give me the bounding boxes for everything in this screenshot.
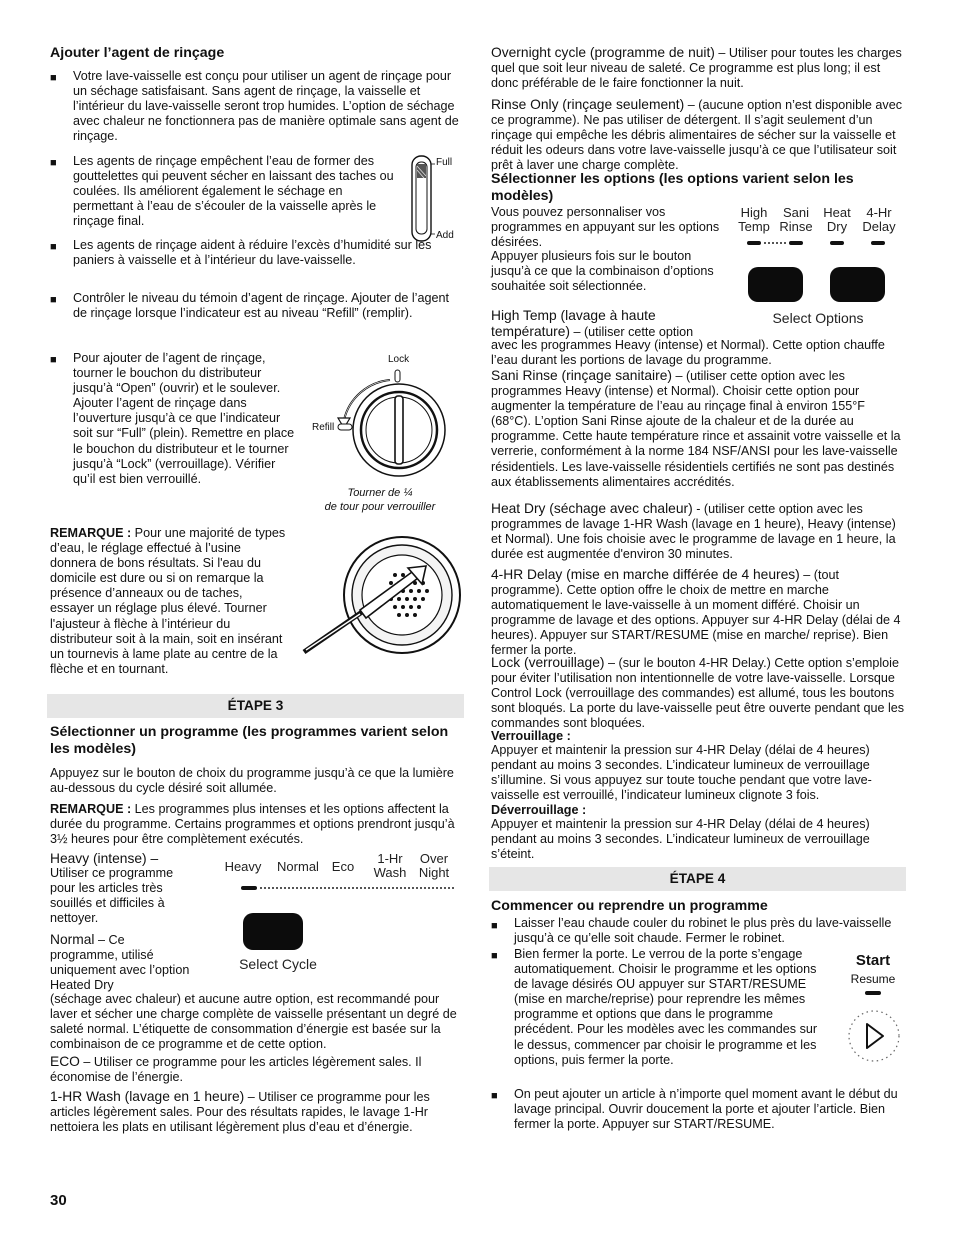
cycle-1hr-label: 1-Hr Wash <box>373 851 407 880</box>
lock-sub-heading: Verrouillage : <box>491 729 571 743</box>
rinse-bullet-5: Pour ajouter de l’agent de rinçage, tourner le bouchon du distributeur jusqu’à “Open” (ouvrir) et le soulever. Ajouter l’agent de rinçage dans l’ouverture jusqu’à ce que l’indicateur soit sur “Full” (plein). Remettre en place le bouchon du distributeur et le tourner jusqu’à “Lock” (verrouillage). Vérifier qu’il est bien verrouillé. <box>73 351 295 486</box>
bullet-marker: ■ <box>50 241 57 253</box>
rinse-bullet-4: Contrôler le niveau du témoin d’agent de rinçage. Ajouter de l’agent de rinçage lorsque l’indicateur est au niveau “Refill” (remplir). <box>73 291 449 321</box>
start-indicator-light <box>865 991 881 995</box>
high-temp-text-a: – (utiliser cette option <box>573 325 694 340</box>
unlock-sub-heading: Déverrouillage : <box>491 803 587 817</box>
bullet-marker: ■ <box>491 1090 498 1102</box>
select-cycle-button[interactable] <box>243 913 303 950</box>
bullet-marker: ■ <box>491 920 498 932</box>
lock-label: Lock (verrouillage) <box>491 655 605 670</box>
remark-text: Pour une majorité de types d’eau, le réglage effectué à l’usine donnera de bons résultats. Si l'eau du domicile est dure ou si on remarque la présence d’anneaux ou de taches, essayer un réglage plus élevé. Tourner l'ajusteur à flèche à l’intérieur du distributeur soit à la main, soit en insérant un tournevis à lame plate au centre de la flèche et en tournant. <box>50 526 286 676</box>
cycle-eco-label: Eco <box>331 859 355 874</box>
normal-text-short: – Ce programme, utilisé uniquement avec l’option Heated Dry <box>50 933 190 993</box>
delay-text: – (tout programme). Cette option offre le choix de mettre en marche automatiquement le lave-vaisselle à un moment différé. Choisir un programme de lavage et des options. Appuyer sur 4-HR Delay (délai de 4 heures). Appuyer sur START/RESUME (mise en marche/ reprise). Bien fermer la porte. <box>491 568 901 658</box>
unlock-sub-text: Appuyer et maintenir la pression sur 4-HR Delay (délai de 4 heures) pendant au moins 3 secondes. L’indicateur lumineux de verrouillage s’éteint. <box>491 817 870 862</box>
eco-text: – Utiliser ce programme pour les articles légèrement sales. Il économise de l’énergie. <box>50 1055 422 1085</box>
options-intro: Vous pouvez personnaliser vos programmes en appuyant sur les options désirées. <box>491 205 720 250</box>
start-label: Start <box>855 952 891 969</box>
step4-bar: ÉTAPE 4 <box>489 867 906 891</box>
overnight-text: – Utiliser pour toutes les charges quel que soit leur niveau de saleté. Ce programme est plus long; il est donc préférable de le faire fonctionner la nuit. <box>491 46 902 91</box>
resume-label: Resume <box>850 972 896 986</box>
cycle-indicator-dots <box>260 887 454 889</box>
option-indicator-dots <box>764 242 786 244</box>
sani-rinse-text: – (utiliser cette option avec les programmes Heavy (intense) et Normal). Choisir cette option pour augmenter la température de l’eau au rinçage final à environ 155°F (68°C). L’option Sani Rinse ajoute de la chaleur et de la durée au programme. Cette haute température rince et assainit votre vaisselle et la verrerie, conformément à la norme 184 NSF/ANSI pour les lave-vaisselle résidentiels. Les lave-vaisselle résidentiels certifiés ne sont pas destinés aux établissements alimentaires accrédités. <box>491 369 901 489</box>
heavy-text: Utiliser ce programme pour les articles très souillés et difficiles à nettoyer. <box>50 866 174 926</box>
start-bullet-1: Laisser l’eau chaude couler du robinet le plus près du lave-vaisselle jusqu’à ce qu’elle soit chaude. Fermer le robinet. <box>514 916 892 946</box>
remark2-text: Les programmes plus intenses et les options affectent la durée du programme. Certains programmes et options prendront jusqu’à 3½ heures pour être complètement exécutés. <box>50 802 455 847</box>
select-options-caption: Select Options <box>772 310 864 326</box>
bullet-marker: ■ <box>50 354 57 366</box>
cap-lock-label: Lock <box>388 354 410 365</box>
select-cycle-heading: Sélectionner un programme (les programmes varient selon les modèles) <box>50 724 449 757</box>
normal-text-rest: (séchage avec chaleur) et aucune autre option, est recommandé pour laver et sécher une charge complète de vaisselle présentant un degré de saleté normal. L’étiquette de consommation d’énergie est basée sur la combinaison de ce programme et de cette option. <box>50 992 457 1052</box>
step3-bar: ÉTAPE 3 <box>47 694 464 718</box>
high-temp-label: High Temp (lavage à haute température) <box>491 308 656 340</box>
overnight-label: Overnight cycle (programme de nuit) <box>491 45 715 60</box>
cycle-heavy-label: Heavy <box>224 859 262 874</box>
wash1-text: – Utiliser ce programme pour les articles légèrement sales. Pour des résultats rapides, le lavage 1-Hr nettoiera les plats en utilisant légèrement plus d’eau et d’énergie. <box>50 1090 430 1135</box>
gauge-add-label: Add <box>436 230 454 241</box>
select-options-heading: Sélectionner les options (les options varient selon les modèles) <box>491 171 854 204</box>
remark-label: REMARQUE : <box>50 526 132 540</box>
high-temp-text-b: avec les programmes Heavy (intense) et Normal). Cette option chauffe l’eau durant les portions de lavage du programme. <box>491 338 885 368</box>
cycle-overnight-label: Over Night <box>418 851 450 880</box>
normal-label: Normal <box>50 932 95 947</box>
eco-label: ECO <box>50 1054 80 1069</box>
heat-dry-label: Heat Dry (séchage avec chaleur) <box>491 501 693 516</box>
wash1-label: 1-HR Wash (lavage en 1 heure) <box>50 1089 245 1104</box>
cycle-indicator-light <box>241 886 257 890</box>
option-sani-rinse-label: Sani Rinse <box>779 205 813 234</box>
cycle-normal-label: Normal <box>277 859 319 874</box>
bullet-marker: ■ <box>50 294 57 306</box>
rinse-only-label: Rinse Only (rinçage seulement) <box>491 97 685 112</box>
rinse-bullet-2: Les agents de rinçage empêchent l’eau de former des gouttelettes qui peuvent sécher en laissant des taches ou coulées. Ils améliorent également le séchage en permettant à l’eau de s’écouler de la vaisselle après le rinçage final. <box>73 154 394 229</box>
screwdriver-adjuster-icon <box>300 530 465 660</box>
option-button-right[interactable] <box>830 267 885 302</box>
remark2-label: REMARQUE : <box>50 802 132 816</box>
options-intro-2: Appuyer plusieurs fois sur le bouton jusqu’à ce que la combinaison d’options souhaitée soit sélectionnée. <box>491 249 714 294</box>
gauge-full-label: Full <box>436 157 453 168</box>
select-cycle-caption: Select Cycle <box>239 956 317 972</box>
option-indicator-high-temp <box>747 241 761 245</box>
dispenser-cap-figure <box>310 350 460 515</box>
dispenser-cap-icon <box>310 350 460 485</box>
rinse-only-text: – (aucune option n’est disponible avec ce programme). Ne pas utiliser de détergent. Il s’agit seulement d’un rinçage qui empêche les débris alimentaires de sécher sur la vaisselle et réduit les odeurs dans votre lave-vaisselle jusqu’à ce que l’utilisateur soit prêt à laver une charge complète. <box>491 98 902 173</box>
play-icon <box>867 1024 883 1048</box>
lock-sub-text: Appuyer et maintenir la pression sur 4-HR Delay (délai de 4 heures) pendant au moins 3 secondes. L’indicateur lumineux de verrouillage s’illumine. Si vous appuyez sur toute touche pendant que votre lave-vaisselle est verrouillé, l’indicateur lumineux clignote 3 fois. <box>491 743 872 803</box>
cap-caption-line1: Tourner de ¼ <box>347 487 413 499</box>
page-number: 30 <box>50 1192 67 1209</box>
rinse-bullet-3: Les agents de rinçage aident à réduire l’excès d’humidité sur les paniers à vaisselle et à l’intérieur du lave-vaisselle. <box>73 238 432 268</box>
start-bullet-2: Bien fermer la porte. Le verrou de la porte s’engage automatiquement. Choisir le programme et les options de lavage désirés OU appuyer sur START/RESUME (mise en marche/reprise) pour reprendre les mêmes programme et options que dans le programme précédent. Pour les modèles avec les commandes sur le dessus, commencer par choisir le programme et les options, puis fermer la porte. <box>514 947 818 1067</box>
option-high-temp-label: High Temp <box>738 205 770 234</box>
start-panel <box>840 953 906 1071</box>
start-heading: Commencer ou reprendre un programme <box>491 898 768 914</box>
bullet-marker: ■ <box>50 72 57 84</box>
rinse-aid-heading: Ajouter l’agent de rinçage <box>50 45 225 61</box>
start-bullet-3: On peut ajouter un article à n’importe quel moment avant le début du lavage principal. Ouvrir doucement la porte et ajouter l’article. Bien fermer la porte. Appuyer sur START/RESUME. <box>514 1087 898 1132</box>
heat-dry-text: - (utiliser cette option avec les programmes de lavage 1-HR Wash (lavage en 1 heure), Heavy (intense) et Normal). Une fois choisie avec le programme de lavage en 1 heure, la durée est augmentée d'environ 30 minutes. <box>491 502 896 562</box>
option-delay-label: 4-Hr Delay <box>862 205 896 234</box>
start-resume-button[interactable] <box>845 1007 903 1065</box>
option-heat-dry-label: Heat Dry <box>823 205 851 234</box>
cycle-intro: Appuyez sur le bouton de choix du programme jusqu’à ce que la lumière au-dessous du cycle désiré soit allumée. <box>50 766 454 796</box>
option-button-left[interactable] <box>748 267 803 302</box>
option-indicator-sani-rinse <box>789 241 803 245</box>
delay-label: 4-HR Delay (mise en marche différée de 4 heures) <box>491 567 800 582</box>
cycle-panel <box>218 852 458 977</box>
option-indicator-heat-dry <box>830 241 844 245</box>
lock-text: – (sur le bouton 4-HR Delay.) Cette option s’emploie pour éviter l’utilisation non intentionnelle de votre lave-vaisselle. Lorsque Control Lock (verrouillage des commandes) est allumé, tous les boutons sont bloqués. La porte du lave-vaisselle peut être ouverte pendant que les commandes sont bloquées. <box>491 656 905 731</box>
cap-refill-label: Refill <box>312 422 335 433</box>
cap-caption-line2: de tour pour verrouiller <box>324 501 436 513</box>
heavy-label: Heavy (intense) – <box>50 851 159 866</box>
remark2-paragraph <box>50 802 465 847</box>
sani-rinse-label: Sani Rinse (rinçage sanitaire) <box>491 368 672 383</box>
rinse-adjuster-figure <box>300 530 465 660</box>
rinse-aid-gauge-figure <box>409 152 469 247</box>
bullet-marker: ■ <box>50 157 57 169</box>
remark-paragraph <box>50 526 290 677</box>
rinse-bullet-1: Votre lave-vaisselle est conçu pour utiliser un agent de rinçage pour un séchage satisfaisant. Sans agent de rinçage, la vaisselle et l’intérieur du lave-vaisselle seront trop humides. L’option de séchage avec chaleur ne fonctionnera pas de manière optimale sans agent de rinçage. <box>73 69 459 144</box>
bullet-marker: ■ <box>491 950 498 962</box>
options-panel <box>733 204 903 334</box>
option-indicator-delay <box>871 241 885 245</box>
